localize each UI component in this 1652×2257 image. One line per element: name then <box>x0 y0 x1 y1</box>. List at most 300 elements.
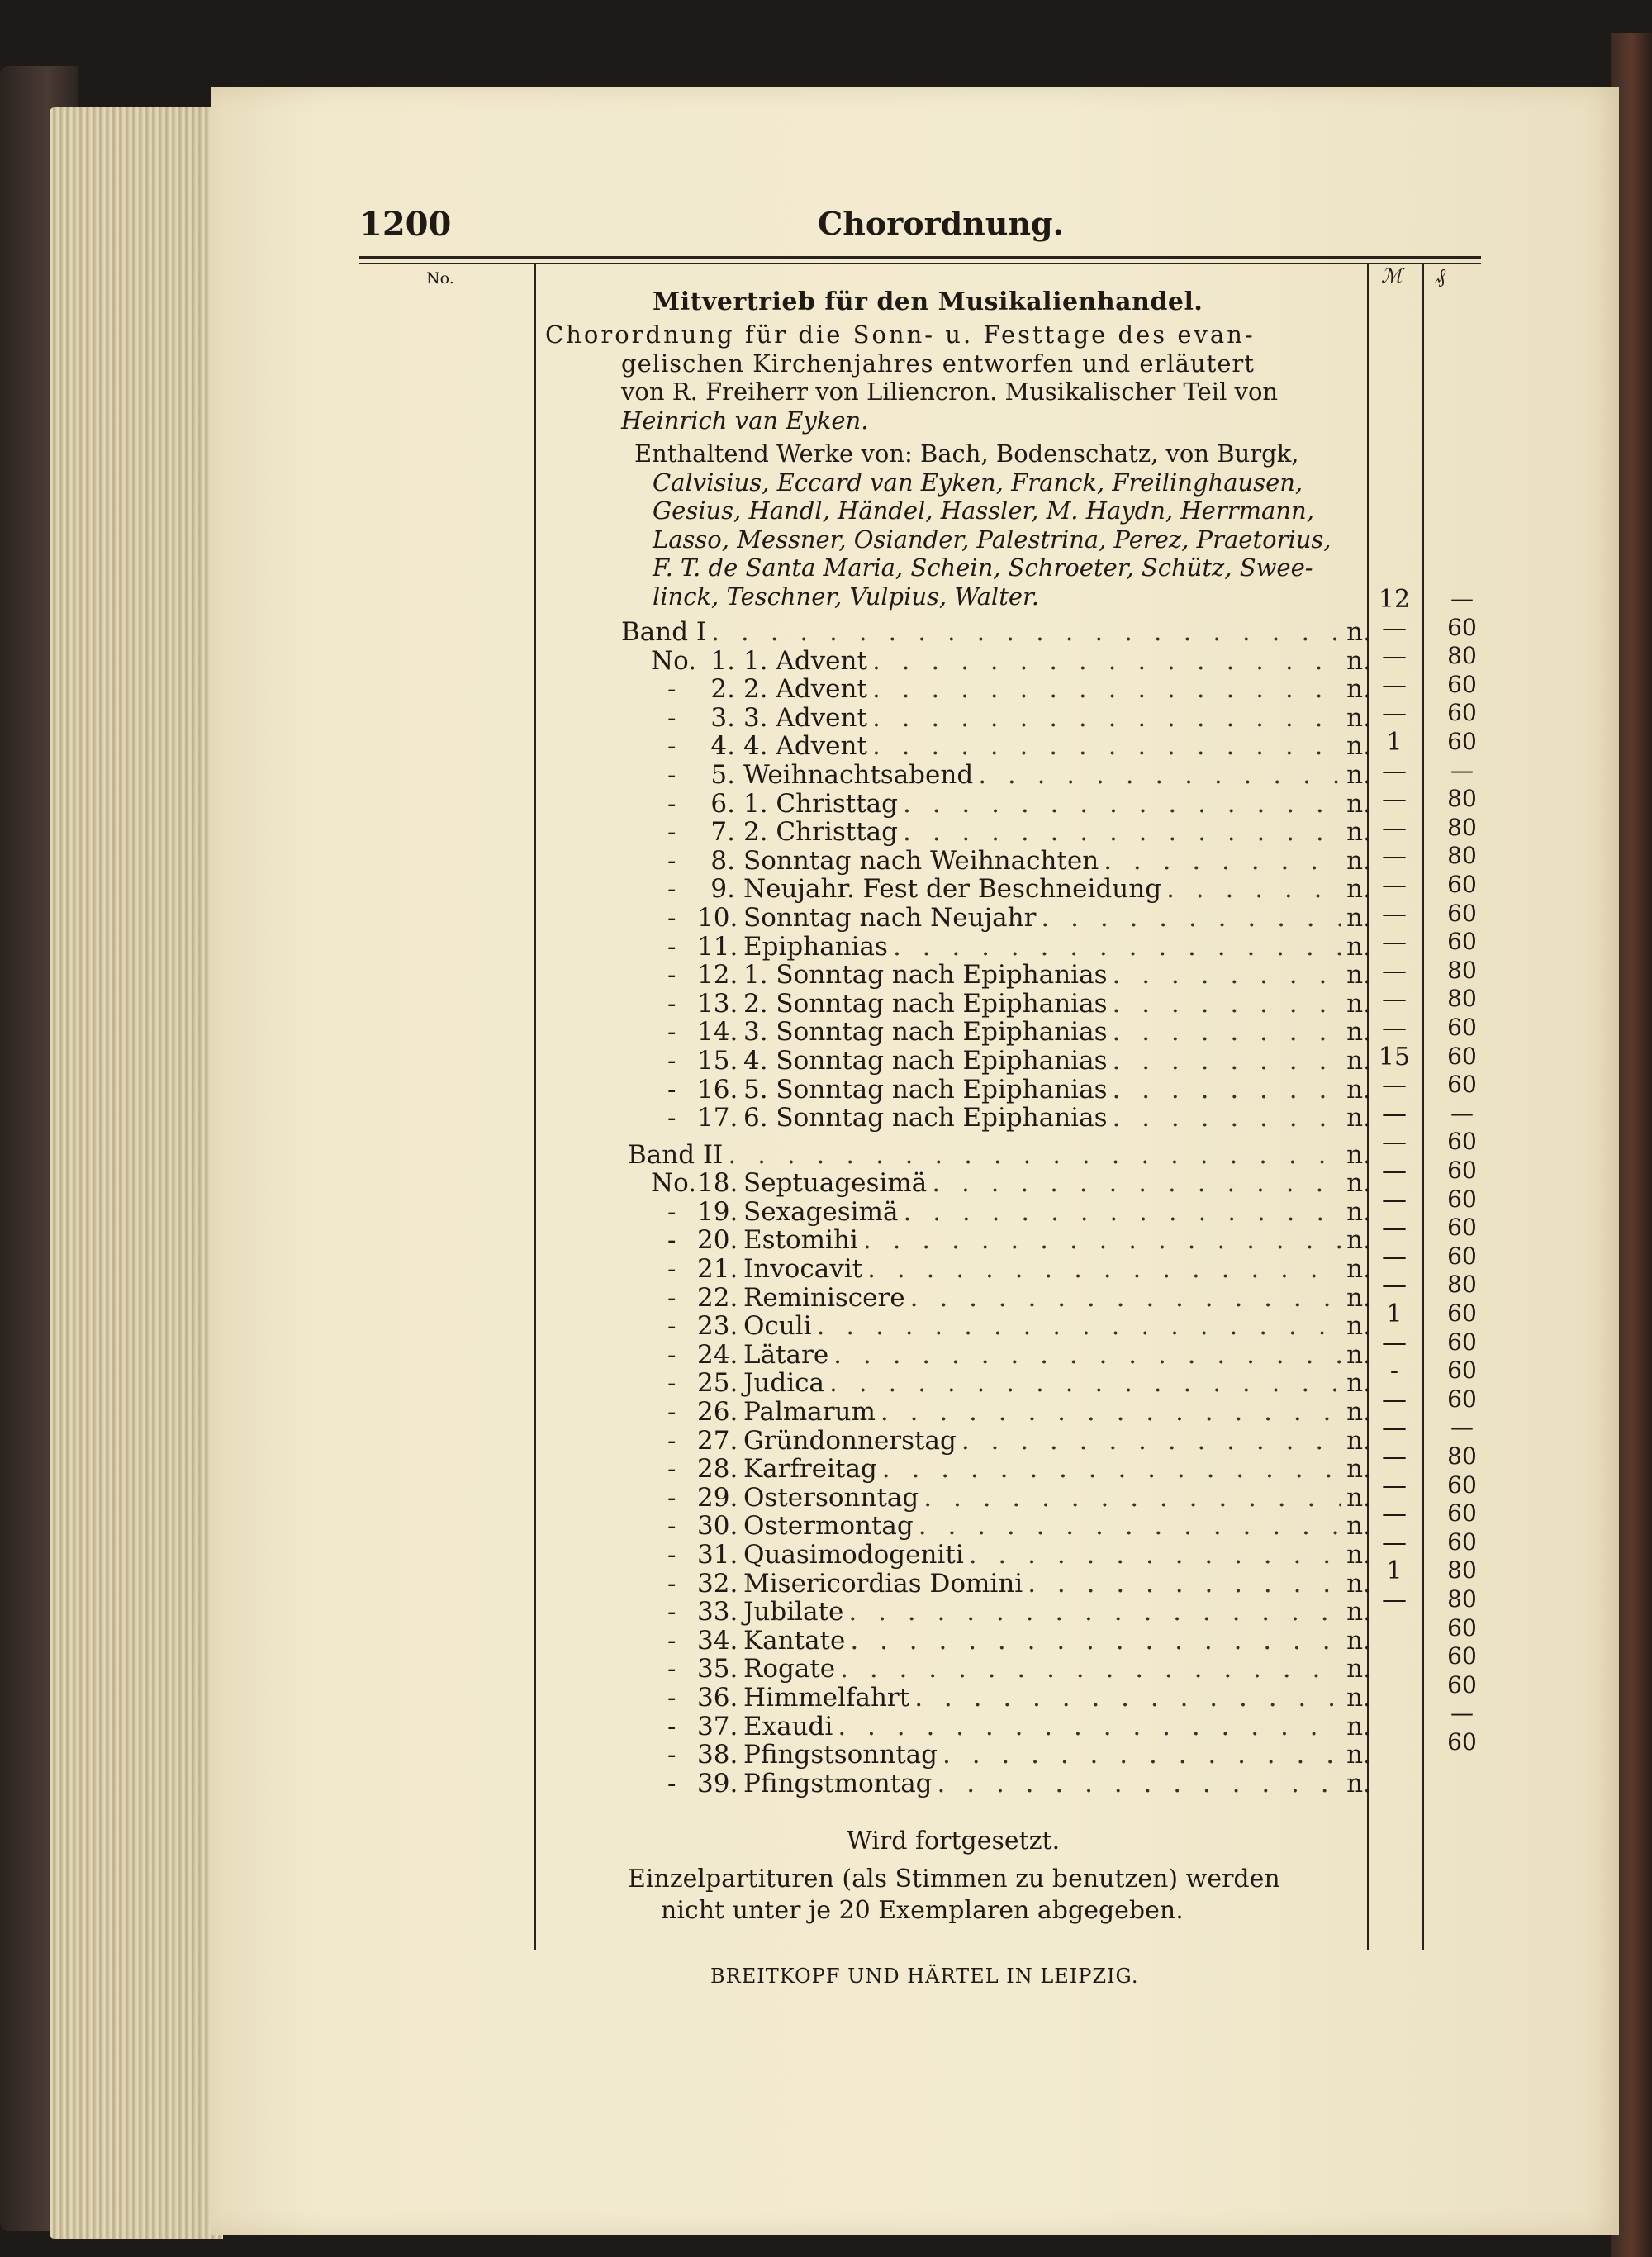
mark-value: 1 <box>1386 1556 1403 1586</box>
dot-leader <box>1104 847 1341 876</box>
pf-value: 60 <box>1447 1471 1477 1499</box>
row-prefix: - <box>667 1339 676 1370</box>
row-number: 8. <box>710 845 735 876</box>
net-mark: n. <box>1346 817 1371 848</box>
row-prefix: - <box>667 1454 676 1485</box>
pf-value: 80 <box>1447 642 1477 670</box>
net-mark: n. <box>1346 960 1371 991</box>
dot-leader <box>1112 990 1341 1019</box>
row-number: 1. <box>710 645 735 676</box>
dot-leader <box>881 1398 1341 1427</box>
table-row <box>545 1655 1371 1684</box>
row-title: Kantate <box>743 1625 846 1656</box>
table-row <box>545 1198 1371 1227</box>
row-number: 31. <box>697 1540 738 1570</box>
band-label: Band II <box>628 1139 724 1170</box>
net-mark: n. <box>1346 1339 1371 1370</box>
dot-leader <box>961 1427 1341 1456</box>
net-mark: n. <box>1346 1768 1371 1798</box>
column-header-no: No. <box>426 269 454 287</box>
dot-leader <box>1166 875 1341 904</box>
mark-value: 1 <box>1386 1300 1403 1328</box>
row-prefix: - <box>667 702 676 733</box>
dot-leader <box>969 1541 1341 1570</box>
row-title: Oculi <box>743 1311 812 1342</box>
pf-value: 80 <box>1447 842 1477 870</box>
row-prefix: - <box>667 1540 676 1570</box>
dot-leader <box>1112 961 1341 990</box>
row-number: 16. <box>697 1074 738 1105</box>
row-number: 4. <box>710 731 735 762</box>
net-mark: n. <box>1346 1654 1371 1684</box>
net-mark: n. <box>1346 1017 1371 1048</box>
row-prefix: - <box>667 931 676 962</box>
intro-line: gelischen Kirchenjahres entworfen und erläutert <box>621 349 1255 378</box>
pf-value: 80 <box>1447 813 1477 841</box>
row-number: 5. <box>710 759 735 790</box>
row-prefix: - <box>667 1254 676 1285</box>
row-title: Pfingstmontag <box>743 1768 933 1798</box>
column-header-pf: ₰ <box>1436 264 1446 287</box>
dot-leader <box>1112 1018 1341 1047</box>
row-number: 27. <box>697 1425 738 1456</box>
table-row <box>545 1169 1371 1198</box>
row-prefix: - <box>667 1568 676 1599</box>
intro-line: Chorordnung für die Sonn- u. Festtage des evan- <box>545 321 1256 349</box>
row-prefix: - <box>667 1711 676 1741</box>
pf-value: 80 <box>1447 785 1477 813</box>
row-number: 30. <box>697 1511 738 1542</box>
table-row <box>545 1018 1371 1047</box>
net-mark: n. <box>1346 1282 1371 1313</box>
row-prefix: - <box>667 1196 676 1227</box>
row-title: Sexagesimä <box>743 1196 899 1227</box>
mark-value: — <box>1382 985 1407 1014</box>
column-divider-no <box>534 264 536 1950</box>
table-row <box>545 1570 1371 1599</box>
note-line: nicht unter je 20 Exemplaren abgegeben. <box>661 1896 1184 1925</box>
row-number: 12. <box>697 960 738 991</box>
table-row <box>545 1226 1371 1255</box>
row-title: 2. Advent <box>743 674 867 705</box>
row-number: 24. <box>697 1339 738 1370</box>
publisher-footer: BREITKOPF UND HÄRTEL IN LEIPZIG. <box>710 1965 1139 1988</box>
row-number: 19. <box>697 1196 738 1227</box>
mark-value: — <box>1382 699 1407 729</box>
dot-leader <box>872 647 1341 676</box>
row-prefix: - <box>667 1740 676 1770</box>
mark-value: — <box>1382 1328 1407 1357</box>
mark-value: — <box>1382 842 1407 872</box>
dot-leader <box>838 1713 1341 1741</box>
net-mark: n. <box>1346 1225 1371 1256</box>
net-mark: n. <box>1346 1540 1371 1570</box>
contents-line: Enthaltend Werke von: Bach, Bodenschatz, von Burgk, <box>634 440 1299 468</box>
row-number: 20. <box>697 1225 738 1256</box>
row-prefix: - <box>667 1397 676 1428</box>
net-mark: n. <box>1346 702 1371 733</box>
row-prefix: - <box>667 1597 676 1627</box>
row-title: Quasimodogeniti <box>743 1540 964 1570</box>
net-mark: n. <box>1346 1368 1371 1399</box>
pf-value: 60 <box>1447 1242 1477 1270</box>
pf-value: 80 <box>1447 1585 1477 1613</box>
row-number: 14. <box>697 1017 738 1048</box>
row-prefix: No. <box>651 1168 697 1199</box>
pf-value: 80 <box>1447 1442 1477 1470</box>
table-row <box>545 1369 1371 1398</box>
net-mark: n. <box>1346 1625 1371 1656</box>
row-title: Septuagesimä <box>743 1168 928 1199</box>
row-number: 21. <box>697 1254 738 1285</box>
row-number: 11. <box>697 931 738 962</box>
row-title: Ostermontag <box>743 1511 914 1542</box>
mark-value: — <box>1382 1071 1407 1100</box>
row-number: 18. <box>697 1168 738 1199</box>
table-row <box>545 818 1371 847</box>
table-row <box>545 1427 1371 1456</box>
dot-leader <box>840 1655 1341 1684</box>
row-prefix: - <box>667 1654 676 1684</box>
row-prefix: No. <box>651 645 697 676</box>
band-label: Band I <box>621 617 707 647</box>
table-row <box>545 1312 1371 1341</box>
table-row <box>545 1684 1371 1713</box>
pf-value: — <box>1450 1699 1474 1727</box>
pf-value: 60 <box>1447 1728 1477 1756</box>
table-row <box>545 1713 1371 1741</box>
dot-leader <box>942 1741 1341 1770</box>
dot-leader <box>938 1770 1342 1798</box>
header-rule <box>359 256 1481 259</box>
net-mark: n. <box>1346 874 1371 905</box>
dot-leader <box>910 1284 1342 1313</box>
pf-value: 80 <box>1447 985 1477 1013</box>
mark-value: — <box>1382 1442 1407 1471</box>
row-number: 23. <box>697 1311 738 1342</box>
net-mark: n. <box>1346 1454 1371 1485</box>
net-mark: n. <box>1346 1568 1371 1599</box>
row-prefix: - <box>667 759 676 790</box>
contents-line: Lasso, Messner, Osiander, Palestrina, Perez, Praetorius, <box>653 525 1332 554</box>
page-title: Chorordnung. <box>818 205 1064 242</box>
net-mark: n. <box>1346 1074 1371 1105</box>
table-row <box>545 761 1371 790</box>
row-number: 10. <box>697 902 738 933</box>
dot-leader <box>919 1512 1341 1541</box>
table-row <box>545 790 1371 819</box>
row-title: Sonntag nach Weihnachten <box>743 845 1099 876</box>
table-row <box>545 1255 1371 1284</box>
row-prefix: - <box>667 1017 676 1048</box>
net-mark: n. <box>1346 1482 1371 1513</box>
dot-leader <box>711 618 1341 647</box>
row-title: Invocavit <box>743 1254 863 1285</box>
dot-leader <box>914 1684 1341 1713</box>
row-number: 26. <box>697 1397 738 1428</box>
net-mark: n. <box>1346 1397 1371 1428</box>
row-number: 33. <box>697 1597 738 1627</box>
row-title: Reminiscere <box>743 1282 905 1313</box>
row-prefix: - <box>667 988 676 1019</box>
table-row <box>545 990 1371 1019</box>
row-title: 3. Advent <box>743 702 867 733</box>
row-number: 34. <box>697 1625 738 1656</box>
row-prefix: - <box>667 1482 676 1513</box>
table-row <box>545 1076 1371 1105</box>
mark-value: — <box>1382 813 1407 843</box>
net-mark: n. <box>1346 1196 1371 1227</box>
mark-value: — <box>1382 1528 1407 1557</box>
net-mark: n. <box>1346 645 1371 676</box>
row-prefix: - <box>667 1074 676 1105</box>
dot-leader <box>882 1455 1341 1484</box>
row-title: 2. Sonntag nach Epiphanias <box>743 988 1108 1019</box>
row-title: Rogate <box>743 1654 836 1684</box>
table-row <box>545 1541 1371 1570</box>
row-title: Palmarum <box>743 1397 876 1428</box>
table-row <box>545 933 1371 962</box>
net-mark: n. <box>1346 617 1371 647</box>
dot-leader <box>833 1341 1341 1370</box>
row-title: 3. Sonntag nach Epiphanias <box>743 1017 1108 1048</box>
contents-paragraph <box>545 440 1363 611</box>
mark-value: — <box>1382 1185 1407 1214</box>
dot-leader <box>863 1226 1341 1255</box>
pf-value: 60 <box>1447 613 1477 641</box>
mark-value: — <box>1382 1014 1407 1043</box>
row-prefix: - <box>667 1045 676 1076</box>
dot-leader <box>1112 1104 1341 1133</box>
mark-value: — <box>1382 928 1407 957</box>
table-row <box>545 675 1371 704</box>
row-prefix: - <box>667 731 676 762</box>
contents-line: linck, Teschner, Vulpius, Walter. <box>653 582 1039 611</box>
row-title: Jubilate <box>743 1597 844 1627</box>
table-row <box>545 1455 1371 1484</box>
row-title: 1. Sonntag nach Epiphanias <box>743 960 1108 991</box>
row-prefix: - <box>667 1425 676 1456</box>
table-row <box>545 904 1371 933</box>
pf-value: 60 <box>1447 1071 1477 1099</box>
pf-value: 60 <box>1447 1014 1477 1041</box>
table-row <box>545 1398 1371 1427</box>
row-title: Weihnachtsabend <box>743 759 974 790</box>
header-rule-thin <box>359 263 1481 264</box>
net-mark: n. <box>1346 902 1371 933</box>
catalog-list <box>545 618 1371 1798</box>
row-prefix: - <box>667 1368 676 1399</box>
intro-line: Heinrich van Eyken. <box>621 406 869 435</box>
pf-value: 60 <box>1447 871 1477 898</box>
row-title: 4. Advent <box>743 731 867 762</box>
row-prefix: - <box>667 1682 676 1713</box>
net-mark: n. <box>1346 1139 1371 1170</box>
row-prefix: - <box>667 1225 676 1256</box>
row-number: 3. <box>710 702 735 733</box>
row-title: 4. Sonntag nach Epiphanias <box>743 1045 1108 1076</box>
dot-leader <box>848 1598 1341 1627</box>
dot-leader <box>872 732 1341 761</box>
row-title: Ostersonntag <box>743 1482 919 1513</box>
net-mark: n. <box>1346 788 1371 819</box>
dot-leader <box>817 1312 1342 1341</box>
table-row <box>545 1741 1371 1770</box>
net-mark: n. <box>1346 1740 1371 1770</box>
row-number: 2. <box>710 674 735 705</box>
net-mark: n. <box>1346 1511 1371 1542</box>
mark-value: — <box>1382 642 1407 672</box>
dot-leader <box>932 1169 1341 1198</box>
mark-value: — <box>1382 899 1407 929</box>
mark-value: — <box>1382 670 1407 700</box>
dot-leader <box>1041 904 1341 933</box>
net-mark: n. <box>1346 1045 1371 1076</box>
row-title: 1. Advent <box>743 645 867 676</box>
mark-value: — <box>1382 1471 1407 1500</box>
mark-value: — <box>1382 1414 1407 1443</box>
pf-value: 60 <box>1447 899 1477 927</box>
row-number: 15. <box>697 1045 738 1076</box>
net-mark: n. <box>1346 1711 1371 1741</box>
dot-leader <box>850 1627 1341 1656</box>
pf-value: 80 <box>1447 956 1477 984</box>
contents-line: F. T. de Santa Maria, Schein, Schroeter, Schütz, Swee- <box>653 554 1313 582</box>
dot-leader <box>923 1484 1341 1513</box>
net-mark: n. <box>1346 931 1371 962</box>
mark-value: 15 <box>1378 1042 1411 1071</box>
row-number: 6. <box>710 788 735 819</box>
pf-value: 60 <box>1447 728 1477 755</box>
continued-note: Wird fortgesetzt. <box>847 1827 1061 1855</box>
net-mark: n. <box>1346 1597 1371 1627</box>
intro-paragraph <box>545 321 1363 435</box>
mark-value: 12 <box>1378 585 1411 614</box>
row-title: 6. Sonntag nach Epiphanias <box>743 1103 1108 1133</box>
mark-value: — <box>1382 871 1407 900</box>
mark-value: — <box>1382 785 1407 815</box>
mark-value: — <box>1382 1099 1407 1128</box>
mark-value: — <box>1382 756 1407 786</box>
dot-leader <box>867 1255 1341 1284</box>
row-title: Sonntag nach Neujahr <box>743 902 1037 933</box>
pf-value: 60 <box>1447 1042 1477 1070</box>
row-number: 39. <box>697 1768 738 1798</box>
row-title: Pfingstsonntag <box>743 1740 938 1770</box>
table-row <box>545 875 1371 904</box>
table-row <box>545 1141 1371 1170</box>
net-mark: n. <box>1346 1168 1371 1199</box>
section-title: Mitvertrieb für den Musikalienhandel. <box>653 287 1203 316</box>
mark-value: — <box>1382 1585 1407 1614</box>
row-prefix: - <box>667 788 676 819</box>
dot-leader <box>903 1198 1341 1227</box>
row-title: Neujahr. Fest der Beschneidung <box>743 874 1162 905</box>
column-header-mark: ℳ <box>1381 264 1403 287</box>
row-number: 36. <box>697 1682 738 1713</box>
partituren-note <box>628 1864 1363 1927</box>
row-number: 32. <box>697 1568 738 1599</box>
mark-value: — <box>1382 1242 1407 1271</box>
pf-value: 60 <box>1447 1328 1477 1356</box>
mark-value: — <box>1382 1271 1407 1300</box>
row-title: Misericordias Domini <box>743 1568 1023 1599</box>
pf-value: — <box>1450 1099 1474 1127</box>
pf-value: 60 <box>1447 1157 1477 1184</box>
page-number: 1200 <box>359 205 452 244</box>
pf-value: 60 <box>1447 1300 1477 1327</box>
dot-leader <box>1112 1047 1341 1076</box>
net-mark: n. <box>1346 1311 1371 1342</box>
row-number: 29. <box>697 1482 738 1513</box>
net-mark: n. <box>1346 845 1371 876</box>
mark-value: - <box>1389 1357 1399 1386</box>
pf-value: 60 <box>1447 1357 1477 1385</box>
contents-line: Calvisius, Eccard van Eyken, Franck, Freilinghausen, <box>653 468 1303 497</box>
dot-leader <box>1028 1570 1341 1599</box>
table-row <box>545 704 1371 733</box>
row-prefix: - <box>667 845 676 876</box>
mark-value: — <box>1382 1385 1407 1414</box>
pf-value: 60 <box>1447 1528 1477 1556</box>
row-number: 13. <box>697 988 738 1019</box>
table-row <box>545 1104 1371 1133</box>
pf-value: 60 <box>1447 1214 1477 1242</box>
table-row <box>545 618 1371 647</box>
dot-leader <box>829 1369 1341 1398</box>
row-prefix: - <box>667 1768 676 1798</box>
row-prefix: - <box>667 1282 676 1313</box>
pf-value: — <box>1450 1414 1474 1442</box>
dot-leader <box>893 933 1341 962</box>
row-title: Gründonnerstag <box>743 1425 957 1456</box>
pf-value: 60 <box>1447 1385 1477 1413</box>
pf-value: 60 <box>1447 1499 1477 1528</box>
row-number: 35. <box>697 1654 738 1684</box>
table-row <box>545 1484 1371 1513</box>
row-number: 7. <box>710 817 735 848</box>
table-row <box>545 1047 1371 1076</box>
pf-value: 60 <box>1447 699 1477 727</box>
row-title: Judica <box>743 1368 824 1399</box>
net-mark: n. <box>1346 759 1371 790</box>
row-number: 38. <box>697 1740 738 1770</box>
pf-value: — <box>1450 585 1474 612</box>
row-prefix: - <box>667 1103 676 1133</box>
dot-leader <box>978 761 1341 790</box>
row-prefix: - <box>667 1511 676 1542</box>
row-title: Epiphanias <box>743 931 888 962</box>
row-prefix: - <box>667 960 676 991</box>
mark-value: — <box>1382 956 1407 986</box>
net-mark: n. <box>1346 1682 1371 1713</box>
row-number: 28. <box>697 1454 738 1485</box>
row-title: Exaudi <box>743 1711 833 1741</box>
net-mark: n. <box>1346 988 1371 1019</box>
mark-value: — <box>1382 1128 1407 1157</box>
pf-value: 60 <box>1447 1185 1477 1213</box>
table-row <box>545 847 1371 876</box>
dot-leader <box>872 704 1341 733</box>
row-number: 22. <box>697 1282 738 1313</box>
mark-value: — <box>1382 1214 1407 1243</box>
row-title: 1. Christtag <box>743 788 898 819</box>
row-number: 17. <box>697 1103 738 1133</box>
net-mark: n. <box>1346 674 1371 705</box>
pf-value: 60 <box>1447 670 1477 698</box>
row-title: Estomihi <box>743 1225 858 1256</box>
contents-line: Gesius, Handl, Händel, Hassler, M. Haydn, Herrmann, <box>653 497 1314 525</box>
